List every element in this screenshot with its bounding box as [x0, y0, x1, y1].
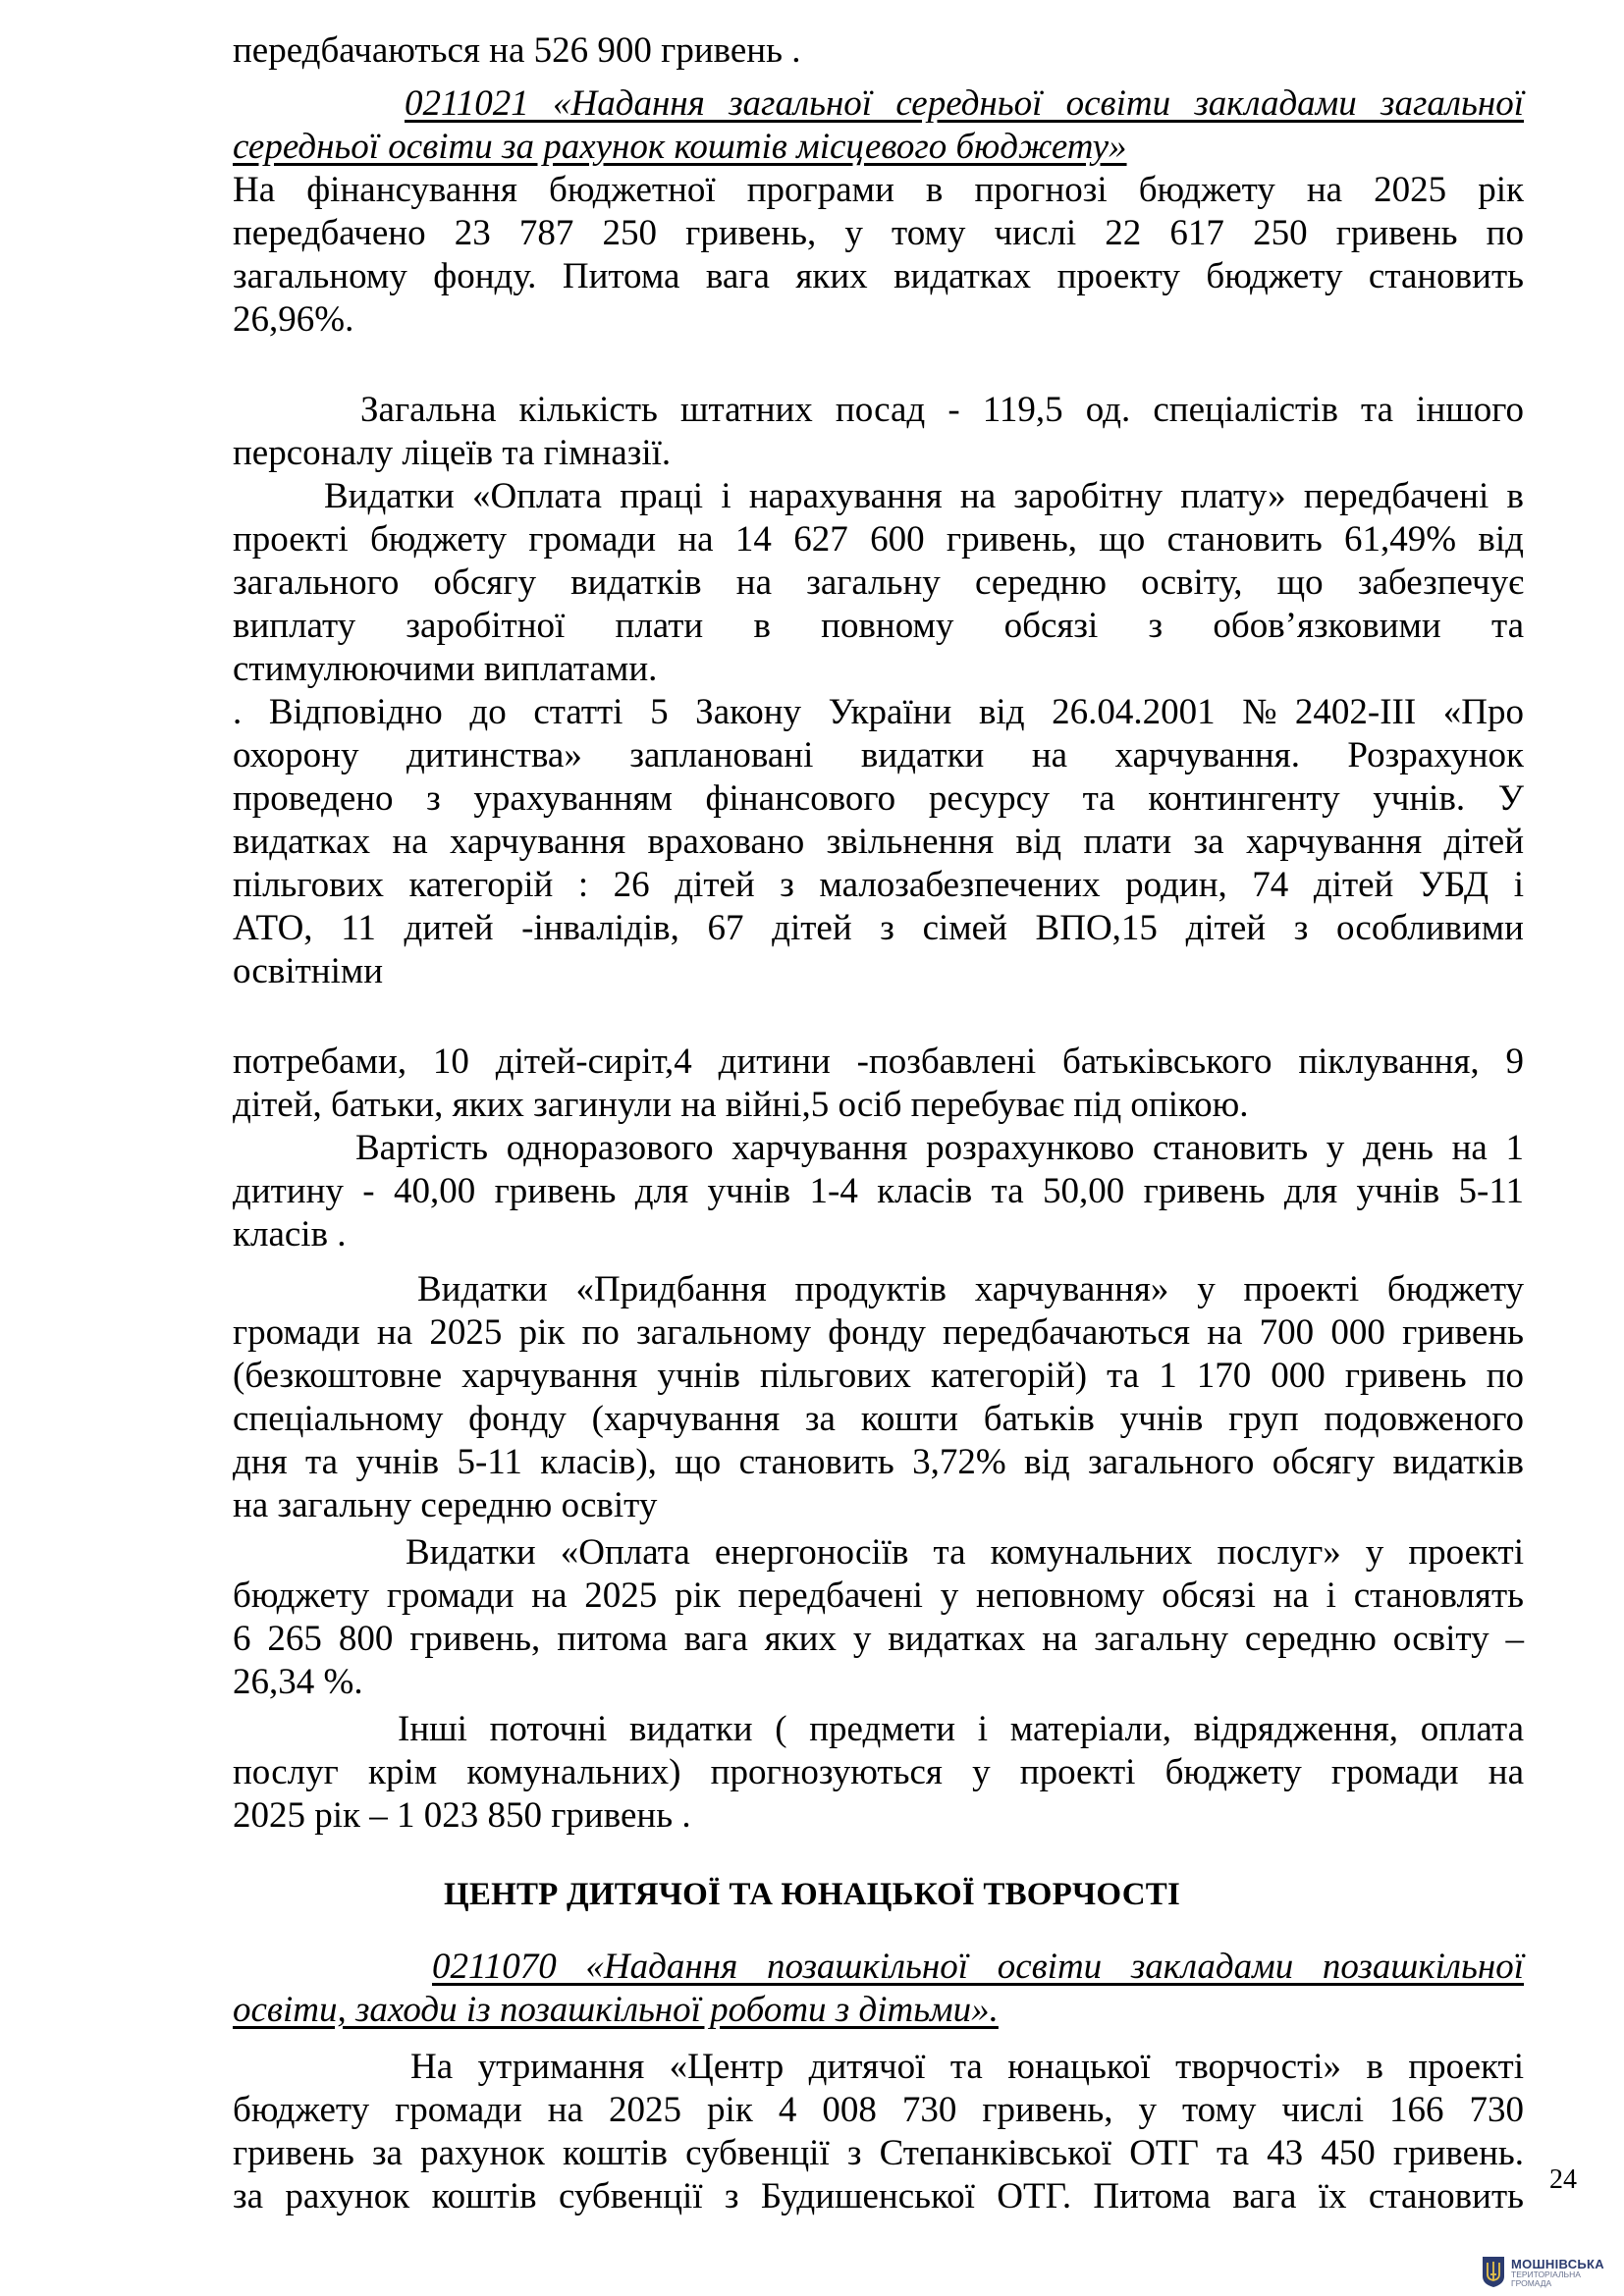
text-line: спеціальному фонду (харчування за кошти батьків учнів груп подовженого [233, 1399, 1524, 1439]
text-line: бюджету громади на 2025 рік передбачені у неповному обсязі на і становлять [233, 1575, 1524, 1616]
text-line: дитину - 40,00 гривень для учнів 1-4 класів та 50,00 гривень для учнів 5-11 [233, 1171, 1524, 1211]
text-line: послуг крім комунальних) прогнозуються у проекті бюджету громади на [233, 1752, 1524, 1792]
text-line: Інші поточні видатки ( предмети і матеріали, відрядження, оплата [398, 1709, 1524, 1749]
text-line: персоналу ліцеїв та гімназії. [233, 433, 672, 473]
text-line: бюджету громади на 2025 рік 4 008 730 гривень, у тому числі 166 730 [233, 2090, 1524, 2130]
text-line: пільгових категорій : 26 дітей з малозабезпечених родин, 74 дітей УБД і [233, 865, 1524, 905]
text-line: гривень за рахунок коштів субвенції з Степанківської ОТГ та 43 450 гривень. [233, 2133, 1524, 2173]
text-line: загальному фонду. Питома вага яких видатках проекту бюджету становить [233, 256, 1524, 296]
text-line: громади на 2025 рік по загальному фонду передбачаються на 700 000 гривень [233, 1312, 1524, 1353]
text-line: класів . [233, 1214, 347, 1255]
text-line: 6 265 800 гривень, питома вага яких у видатках на загальну середню освіту – [233, 1619, 1524, 1659]
text-line: за рахунок коштів субвенції з Будишенської ОТГ. Питома вага їх становить [233, 2176, 1524, 2216]
text-line: передбачаються на 526 900 гривень . [233, 30, 801, 71]
text-line: 26,34 %. [233, 1662, 363, 1702]
text-line: 26,96%. [233, 299, 354, 340]
text-line: 2025 рік – 1 023 850 гривень . [233, 1795, 691, 1836]
text-line: На утримання «Центр дитячої та юнацької творчості» в проекті [410, 2047, 1524, 2087]
community-logo [1481, 2253, 1618, 2292]
text-line: АТО, 11 дитей -інвалідів, 67 дітей з сімей ВПО,15 дітей з особливими [233, 908, 1524, 948]
logo-subtitle-line: ГРОМАДА [1511, 2278, 1552, 2288]
program-title-line: 0211021 «Надання загальної середньої освіти закладами загальної [405, 83, 1524, 124]
text-line: стимулюючими виплатами. [233, 649, 658, 689]
text-line: (безкоштовне харчування учнів пільгових категорій) та 1 170 000 гривень по [233, 1356, 1524, 1396]
text-line: охорону дитинства» заплановані видатки на харчування. Розрахунок [233, 735, 1524, 775]
text-line: . Відповідно до статті 5 Закону України від 26.04.2001 №2402-ІІІ «Про [233, 692, 1524, 732]
text-line: потребами, 10 дітей-сиріт,4 дитини -позбавлені батьківського піклування, 9 [233, 1041, 1524, 1082]
logo-title: МОШНІВСЬКА [1511, 2257, 1604, 2271]
program-title-line: 0211070 «Надання позашкільної освіти закладами позашкільної [432, 1947, 1524, 1987]
text-line: на загальну середню освіту [233, 1485, 658, 1525]
text-line: видатках на харчування враховано звільнення від плати за харчування дітей [233, 822, 1524, 862]
text-line: загального обсягу видатків на загальну середню освіту, що забезпечує [233, 562, 1524, 603]
program-title-line: середньої освіти за рахунок коштів місцевого бюджету» [233, 127, 1127, 167]
section-heading: ЦЕНТР ДИТЯЧОЇ ТА ЮНАЦЬКОЇ ТВОРЧОСТІ [444, 1877, 1180, 1912]
text-line: освітніми [233, 951, 384, 991]
text-line: проекті бюджету громади на 14 627 600 гривень, що становить 61,49% від [233, 519, 1524, 560]
text-line: Видатки «Оплата праці і нарахування на заробітну плату» передбачені в [324, 476, 1524, 516]
text-line: проведено з урахуванням фінансового ресурсу та контингенту учнів. У [233, 778, 1524, 819]
text-line: Видатки «Придбання продуктів харчування» у проекті бюджету [417, 1269, 1524, 1309]
text-line: На фінансування бюджетної програми в прогнозі бюджету на 2025 рік [233, 170, 1524, 210]
program-title-line: освіти, заходи із позашкільної роботи з дітьми». [233, 1990, 999, 2030]
text-line: дня та учнів 5-11 класів), що становить 3,72% від загального обсягу видатків [233, 1442, 1524, 1482]
logo-subtitle [1511, 2270, 1581, 2288]
text-line: виплату заробітної плати в повному обсязі з обов’язковими та [233, 606, 1524, 646]
text-line: Вартість одноразового харчування розрахунково становить у день на 1 [355, 1128, 1524, 1168]
text-line: Загальна кількість штатних посад - 119,5 од. спеціалістів та іншого [360, 390, 1524, 430]
text-line: дітей, батьки, яких загинули на війні,5 осіб перебуває під опікою. [233, 1085, 1249, 1125]
trident-emblem-icon [1481, 2255, 1506, 2288]
logo-subtitle-line: ТЕРИТОРІАЛЬНА [1511, 2269, 1581, 2279]
text-line: передбачено 23 787 250 гривень, у тому числі 22 617 250 гривень по [233, 213, 1524, 253]
page-number: 24 [1549, 2164, 1577, 2195]
text-line: Видатки «Оплата енергоносіїв та комунальних послуг» у проекті [406, 1532, 1524, 1573]
